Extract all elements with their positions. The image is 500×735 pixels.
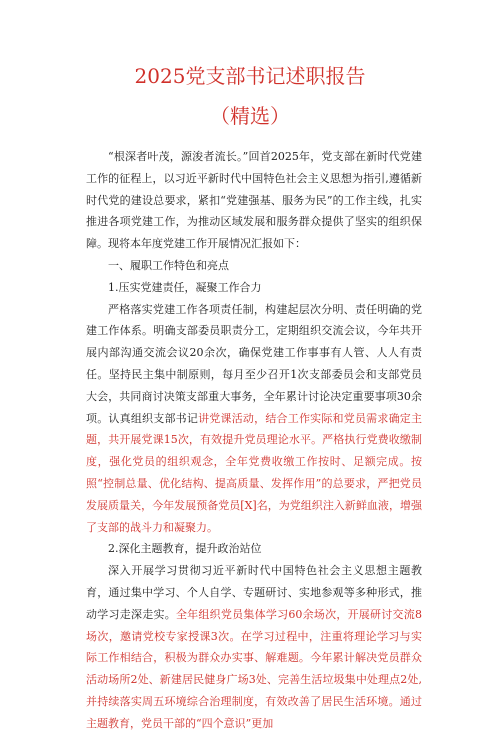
highlighted-text: 讲党课活动，结合工作实际和党员需求确定主题，共开展党课15次，有效提升党员理论水平。严格执行党费收缴制度，强化党员的组织观念，全年党费收缴工作按时、足额完成。按照“控制总量、优化结构、提高质量、发挥作用”的总要求，严把党员发展质量关，今年发展预备党员[X]名，为党组织注入新鲜血液，增强了支部的战斗力和凝聚力。 bbox=[86, 411, 423, 534]
highlighted-text: 全年组织党员集体学习60余场次，开展研讨交流8场次，邀请党校专家授课3次。在学习过程中，注重将理论学习与实际工作相结合，积极为群众办实事、解难题。今年累计解决党员群众活动场所2处、新建居民健身广场3处、完善生活垃圾集中处理点2处,并持续落实周五环境综合治理制度，有效改善了居民生活环境。通过主题教育，党员干部的“四个意识”更加 bbox=[86, 607, 423, 730]
document-title: 2025党支部书记述职报告 bbox=[134, 64, 366, 88]
document-body bbox=[86, 146, 422, 735]
subsection-2-paragraph bbox=[86, 560, 422, 734]
paragraph-text: 严格落实党建工作各项责任制，构建起层次分明、责任明确的党建工作体系。明确支部委员职责分工，定期组织交流会议，今年共开展内部沟通交流会议20余次，确保党建工作事事有人管、人人有责任。坚持民主集中制原则，每月至少召开1次支部委员会和支部党员大会，共同商讨决策支部重大事务，全年累计讨论决定重要事项30余项。认真组织支部书记 bbox=[86, 302, 422, 425]
section-heading-1: 一、履职工作特色和亮点 bbox=[108, 258, 229, 272]
intro-paragraph: “根深者叶茂，源浚者流长。”回首2025年，党支部在新时代党建工作的征程上，以习近平新时代中国特色社会主义思想为指引,遵循新时代党的建设总要求，紧扣“党建强基、服务为民”的工作主线，扎实推进各项党建工作，为推动区域发展和服务群众提供了坚实的组织保障。现将本年度党建工作开展情况汇报如下： bbox=[86, 150, 422, 251]
paragraph-text: 深入开展学习贯彻习近平新时代中国特色社会主义思想主题教育，通过集中学习、个人自学、专题研讨、实地参观等多种形式，推动学习走深走实。 bbox=[86, 564, 422, 621]
subsection-heading-1: 1.压实党建责任，凝聚工作合力 bbox=[108, 280, 262, 294]
subsection-1-paragraph bbox=[86, 299, 422, 539]
subsection-heading-2: 2.深化主题教育，提升政治站位 bbox=[108, 542, 262, 556]
document-subtitle: （精选） bbox=[210, 104, 290, 128]
